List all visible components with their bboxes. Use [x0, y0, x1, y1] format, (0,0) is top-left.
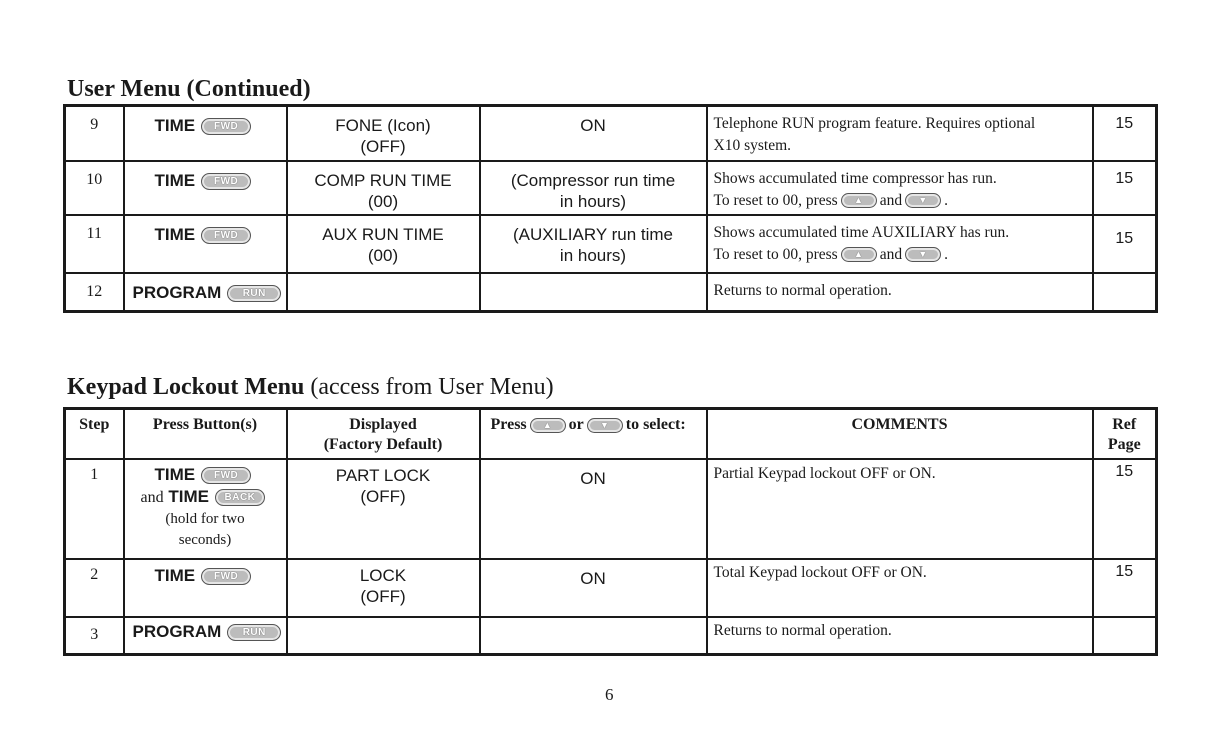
comment-text: and: [879, 191, 903, 209]
press-cell: [480, 106, 707, 161]
press-cell: [480, 559, 707, 617]
table-row: [65, 273, 1157, 312]
press-line: ON: [580, 468, 606, 488]
button-label: TIME: [154, 170, 196, 190]
comment-text: .: [944, 245, 948, 263]
table-row: [65, 459, 1157, 559]
press-line: ON: [580, 116, 606, 135]
display-cell: [287, 215, 480, 273]
run-key-icon: RUN: [227, 285, 281, 302]
display-line: AUX RUN TIME: [322, 224, 444, 244]
hold-note: seconds): [178, 531, 232, 548]
button-label: PROGRAM: [132, 282, 222, 302]
keypad-heading-note: (access from User Menu): [310, 374, 554, 400]
header-line: (Factory Default): [323, 436, 443, 453]
press-cell: [480, 273, 707, 312]
header-press-select: [480, 409, 707, 459]
ref-cell: 15: [1093, 106, 1157, 161]
display-cell: [287, 273, 480, 312]
comment-line: Telephone RUN program feature. Requires optional: [713, 115, 1036, 132]
user-menu-table: [63, 104, 1158, 313]
button-label: PROGRAM: [132, 621, 222, 641]
display-cell: [287, 459, 480, 559]
step-cell: 1: [65, 459, 124, 559]
press-cell: [480, 459, 707, 559]
table-row: [65, 215, 1157, 273]
header-press-buttons: Press Button(s): [124, 409, 287, 459]
button-label: TIME: [154, 464, 196, 484]
press-button-cell: [124, 617, 287, 655]
up-arrow-key-icon: ▲: [841, 247, 877, 262]
down-arrow-key-icon: ▼: [905, 193, 941, 208]
press-button-cell: [124, 215, 287, 273]
comment-line: Partial Keypad lockout OFF or ON.: [713, 464, 936, 482]
step-cell: 3: [65, 617, 124, 655]
table-row: [65, 161, 1157, 215]
comment-line: Shows accumulated time AUXILIARY has run.: [713, 223, 1010, 241]
comment-line: Shows accumulated time compressor has run.: [713, 169, 997, 187]
table-row: [65, 106, 1157, 161]
press-button-cell: [124, 161, 287, 215]
up-arrow-key-icon: ▲: [841, 193, 877, 208]
comment-line: Returns to normal operation.: [713, 281, 892, 299]
comment-cell: [707, 161, 1093, 215]
header-text: Press: [490, 416, 527, 433]
comment-cell: [707, 559, 1093, 617]
header-text: to select:: [625, 416, 686, 433]
comment-line: X10 system.: [713, 137, 791, 154]
fwd-key-icon: FWD: [201, 118, 251, 135]
press-line: in hours): [559, 191, 627, 211]
header-row: [65, 409, 1157, 459]
display-line: LOCK: [359, 565, 407, 585]
comment-text: and: [879, 245, 903, 263]
comment-cell: [707, 106, 1093, 161]
ref-cell: 15: [1093, 215, 1157, 273]
ref-cell: [1093, 617, 1157, 655]
step-cell: 11: [65, 215, 124, 273]
comment-line: [714, 244, 1092, 266]
step-cell: 12: [65, 273, 124, 312]
ref-cell: [1093, 273, 1157, 312]
table-row: [65, 559, 1157, 617]
down-arrow-key-icon: ▼: [587, 418, 623, 433]
page-number: 6: [605, 685, 614, 704]
press-cell: [480, 617, 707, 655]
display-line: FONE (Icon): [335, 116, 431, 135]
button-label: TIME: [168, 486, 209, 506]
and-label: and: [140, 488, 164, 506]
keypad-lockout-heading: [67, 374, 554, 401]
display-line: (OFF): [360, 586, 406, 606]
header-step: Step: [65, 409, 124, 459]
display-line: PART LOCK: [335, 465, 431, 485]
comment-text: To reset to 00, press: [713, 245, 838, 263]
run-key-icon: RUN: [227, 624, 281, 641]
fwd-key-icon: FWD: [201, 173, 251, 190]
press-button-cell: [124, 273, 287, 312]
press-button-cell: [124, 106, 287, 161]
comment-text: .: [944, 191, 948, 209]
display-line: (OFF): [360, 486, 406, 506]
header-line: Page: [1107, 436, 1141, 453]
keypad-heading-bold: Keypad Lockout Menu: [67, 374, 305, 400]
button-line: [155, 464, 286, 486]
fwd-key-icon: FWD: [201, 467, 251, 484]
comment-line: Total Keypad lockout OFF or ON.: [713, 563, 927, 581]
header-text: or: [568, 416, 584, 433]
header-displayed: [287, 409, 480, 459]
button-label: TIME: [154, 224, 196, 244]
fwd-key-icon: FWD: [201, 227, 251, 244]
step-cell: 10: [65, 161, 124, 215]
comment-text: To reset to 00, press: [713, 191, 838, 209]
keypad-lockout-table: [63, 407, 1158, 656]
comment-cell: [707, 273, 1093, 312]
display-line: (OFF): [360, 137, 406, 156]
ref-cell: 15: [1093, 161, 1157, 215]
ref-cell: 15: [1093, 559, 1157, 617]
step-cell: 9: [65, 106, 124, 161]
header-line: Displayed: [349, 416, 417, 433]
press-cell: [480, 215, 707, 273]
display-line: COMP RUN TIME: [314, 170, 452, 190]
down-arrow-key-icon: ▼: [905, 247, 941, 262]
fwd-key-icon: FWD: [201, 568, 251, 585]
back-key-icon: BACK: [215, 489, 265, 506]
press-line: (Compressor run time: [510, 170, 676, 190]
display-cell: [287, 161, 480, 215]
up-arrow-key-icon: ▲: [530, 418, 566, 433]
table-row: [65, 617, 1157, 655]
display-line: (00): [367, 191, 399, 211]
hold-note: (hold for two: [165, 510, 245, 527]
press-cell: [480, 161, 707, 215]
press-line: ON: [580, 568, 606, 588]
display-cell: [287, 617, 480, 655]
comment-cell: [707, 459, 1093, 559]
display-line: (00): [367, 245, 399, 265]
button-line: [141, 486, 286, 509]
comment-cell: [707, 215, 1093, 273]
header-line: Ref: [1112, 416, 1137, 433]
comment-line: Returns to normal operation.: [713, 621, 892, 639]
ref-cell: 15: [1093, 459, 1157, 559]
press-line: (AUXILIARY run time: [513, 224, 673, 244]
press-line: in hours): [559, 245, 627, 265]
comment-line: [714, 190, 1092, 212]
user-menu-heading: User Menu (Continued): [67, 76, 311, 102]
header-comments: COMMENTS: [707, 409, 1093, 459]
display-cell: [287, 559, 480, 617]
header-ref-page: [1093, 409, 1157, 459]
press-button-cell: [124, 559, 287, 617]
step-cell: 2: [65, 559, 124, 617]
button-label: TIME: [154, 565, 196, 585]
press-button-cell: [124, 459, 287, 559]
comment-cell: [707, 617, 1093, 655]
display-cell: [287, 106, 480, 161]
button-label: TIME: [154, 116, 196, 135]
